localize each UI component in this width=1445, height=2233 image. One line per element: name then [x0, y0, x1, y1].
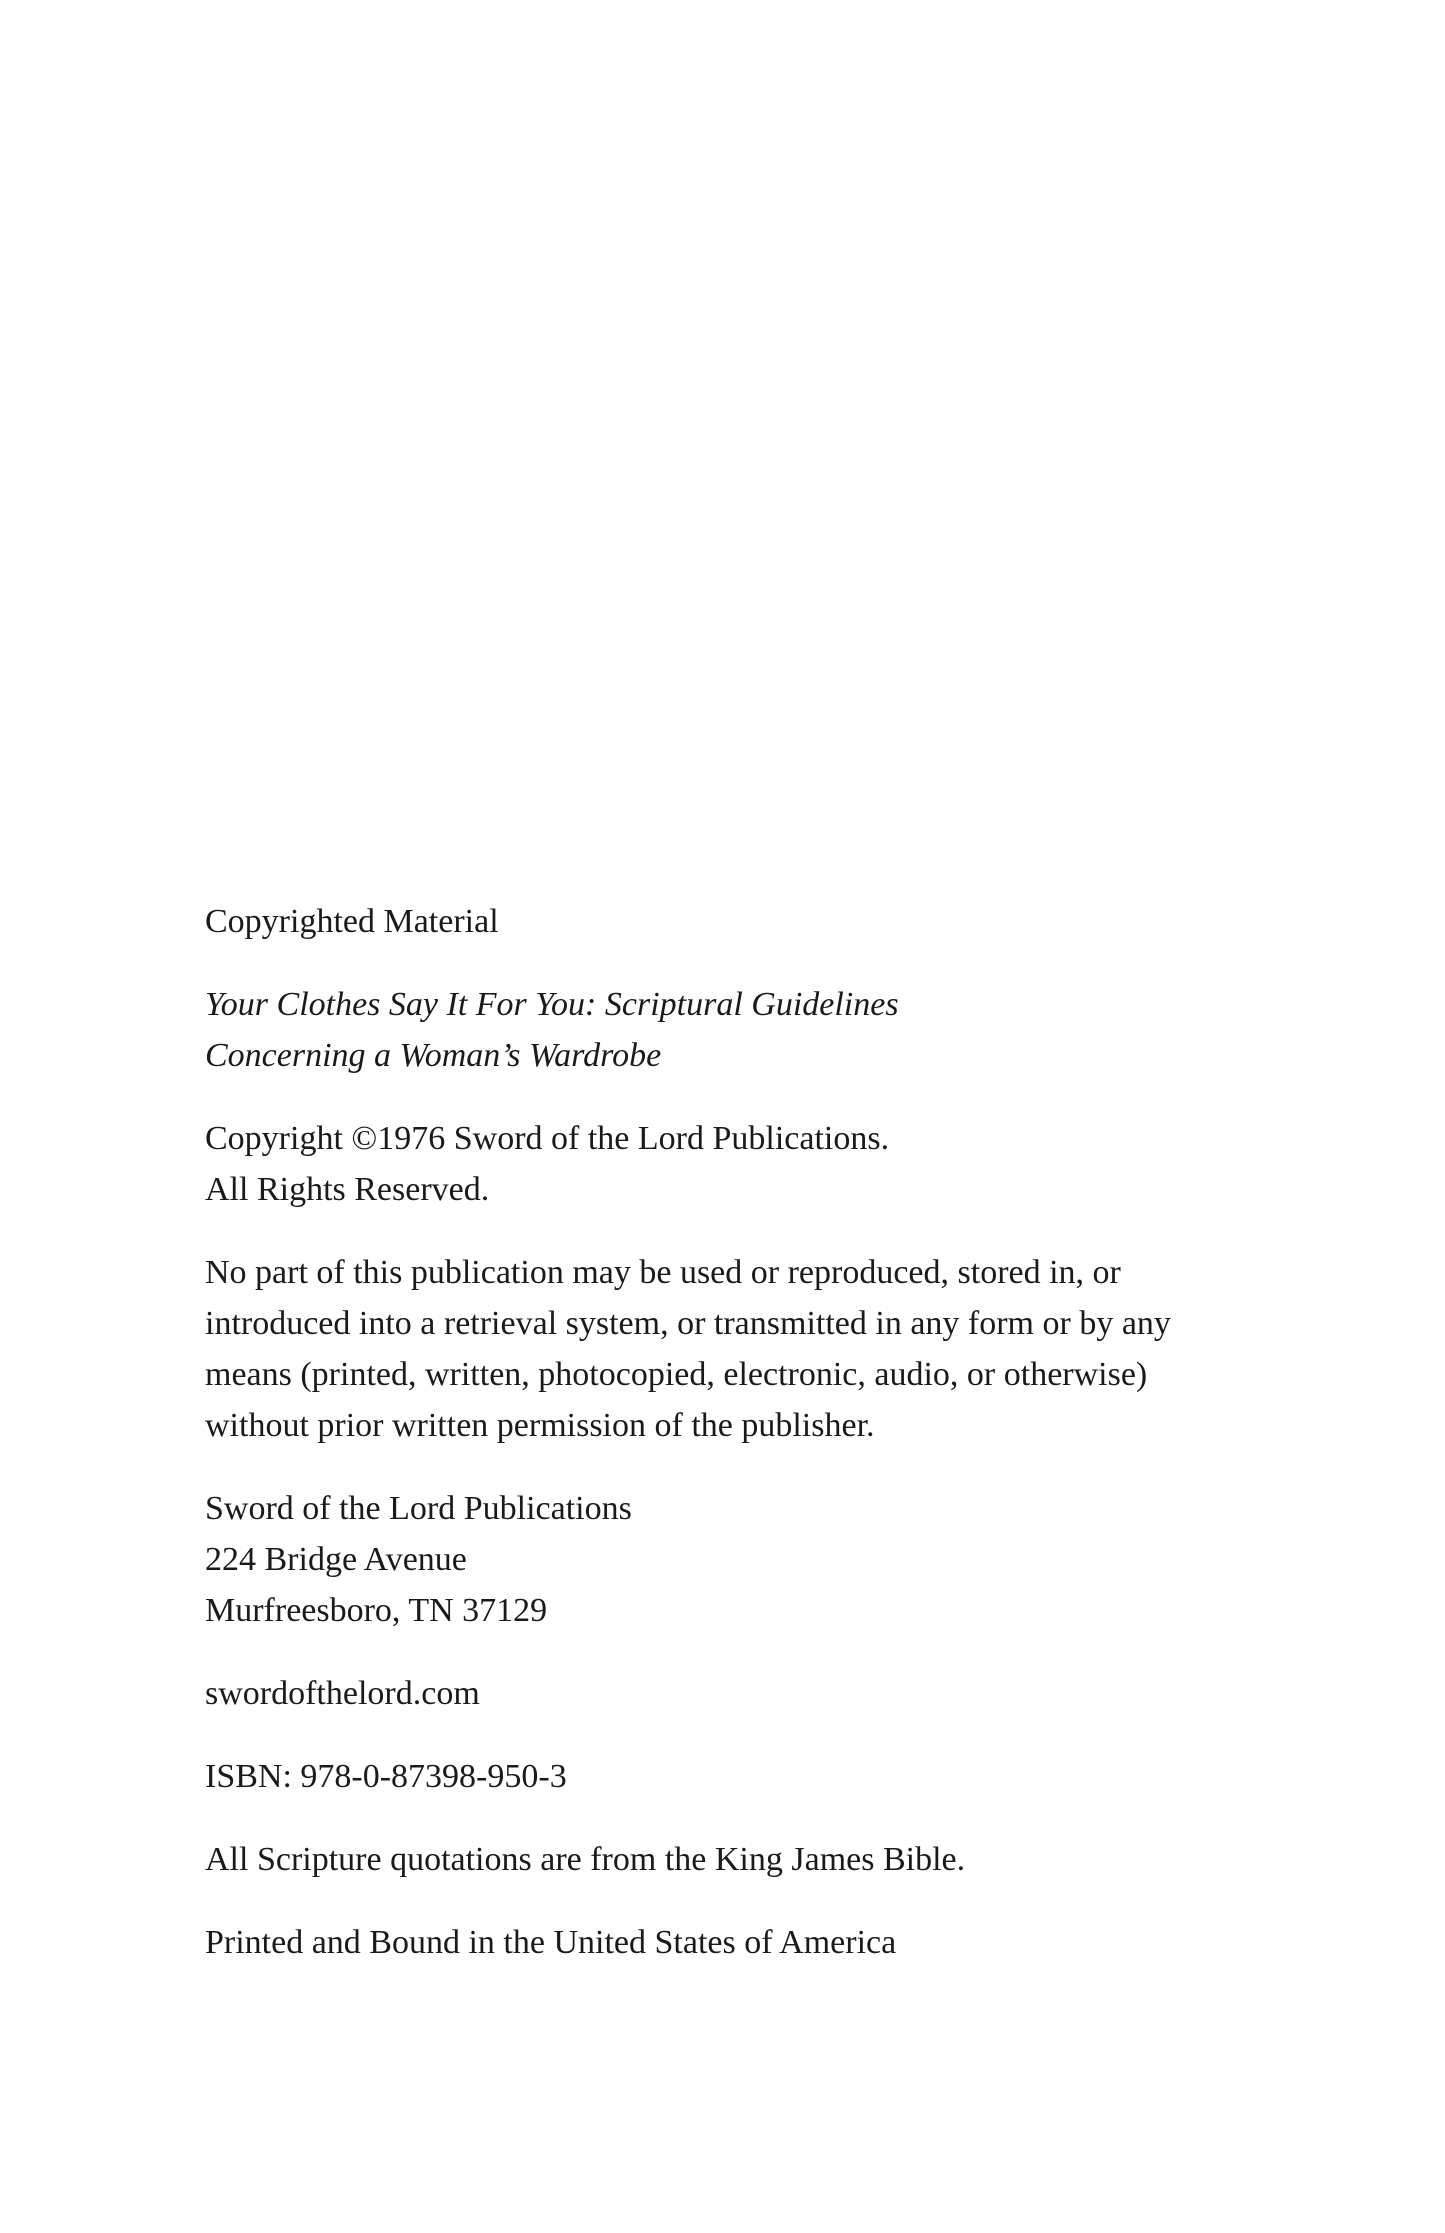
isbn	[205, 1751, 1305, 1802]
copyright-statement	[205, 1113, 1305, 1215]
copyrighted-material-text: Copyrighted Material	[205, 903, 499, 940]
book-title	[205, 979, 1305, 1081]
printed-note	[205, 1917, 1305, 1968]
copyrighted-material-label	[205, 896, 1305, 947]
publisher-city: Murfreesboro, TN 37129	[205, 1592, 548, 1629]
publisher-street: 224 Bridge Avenue	[205, 1541, 467, 1578]
copyright-line: Copyright ©1976 Sword of the Lord Publications.	[205, 1120, 890, 1157]
rights-reserved-line: All Rights Reserved.	[205, 1171, 490, 1208]
copyright-page	[205, 896, 1305, 2000]
publisher-address	[205, 1483, 1305, 1636]
printed-note-text: Printed and Bound in the United States of America	[205, 1924, 897, 1961]
notice-line: without prior written permission of the publisher.	[205, 1407, 875, 1444]
reproduction-notice	[205, 1247, 1305, 1451]
publisher-name: Sword of the Lord Publications	[205, 1490, 632, 1527]
notice-line: introduced into a retrieval system, or transmitted in any form or by any	[205, 1305, 1171, 1342]
scripture-note-text: All Scripture quotations are from the King James Bible.	[205, 1841, 966, 1878]
notice-line: means (printed, written, photocopied, electronic, audio, or otherwise)	[205, 1356, 1148, 1393]
website	[205, 1668, 1305, 1719]
book-title-line-2: Concerning a Woman’s Wardrobe	[205, 1037, 662, 1074]
notice-line: No part of this publication may be used or reproduced, stored in, or	[205, 1254, 1121, 1291]
website-text: swordofthelord.com	[205, 1675, 480, 1712]
isbn-text: ISBN: 978-0-87398-950-3	[205, 1758, 567, 1795]
book-title-line-1: Your Clothes Say It For You: Scriptural Guidelines	[205, 986, 899, 1023]
scripture-note	[205, 1834, 1305, 1885]
